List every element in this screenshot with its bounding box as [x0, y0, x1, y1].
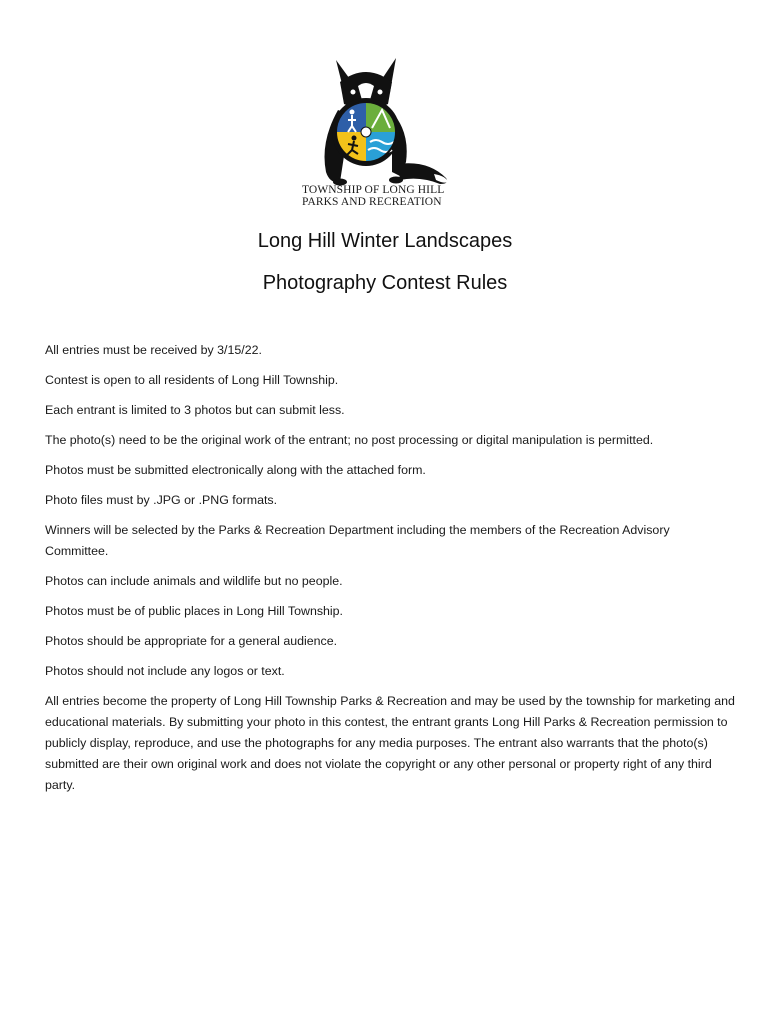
rule-item: Winners will be selected by the Parks & Recreation Department including the members of the Recreation Advisory Committee.	[45, 523, 670, 558]
rule-item: Photos should not include any logos or text.	[45, 664, 285, 678]
document-title-line-2: Photography Contest Rules	[262, 272, 508, 294]
rule-item: Contest is open to all residents of Long Hill Township.	[45, 373, 339, 387]
rule-item: Each entrant is limited to 3 photos but can submit less.	[45, 403, 345, 417]
rules-list	[45, 340, 735, 805]
rule-item: Photos can include animals and wildlife but no people.	[45, 574, 343, 588]
rule-item: The photo(s) need to be the original work of the entrant; no post processing or digital manipulation is permitted.	[45, 433, 654, 447]
rule-item: Photo files must by .JPG or .PNG formats.	[45, 493, 278, 507]
organization-line-1: TOWNSHIP OF LONG HILL	[302, 184, 445, 196]
rule-item: Photos must be submitted electronically along with the attached form.	[45, 463, 426, 477]
document-title-line-1: Long Hill Winter Landscapes	[257, 230, 513, 252]
rule-item: All entries must be received by 3/15/22.	[45, 343, 262, 357]
rule-item: Photos must be of public places in Long Hill Township.	[45, 604, 344, 618]
rule-item: Photos should be appropriate for a general audience.	[45, 634, 338, 648]
organization-line-2: PARKS AND RECREATION	[302, 196, 442, 208]
rule-item: All entries become the property of Long Hill Township Parks & Recreation and may be used by the township for marketing and educational materials. By submitting your photo in this contest, the entrant grants Long Hill Parks & Recreation permission to publicly display, reproduce, and use the photographs for any media purposes. The entrant also warrants that the photo(s) submitted are their own original work and does not violate the copyright or any other personal or property right of any third party.	[45, 694, 735, 792]
organization-name	[302, 184, 472, 208]
